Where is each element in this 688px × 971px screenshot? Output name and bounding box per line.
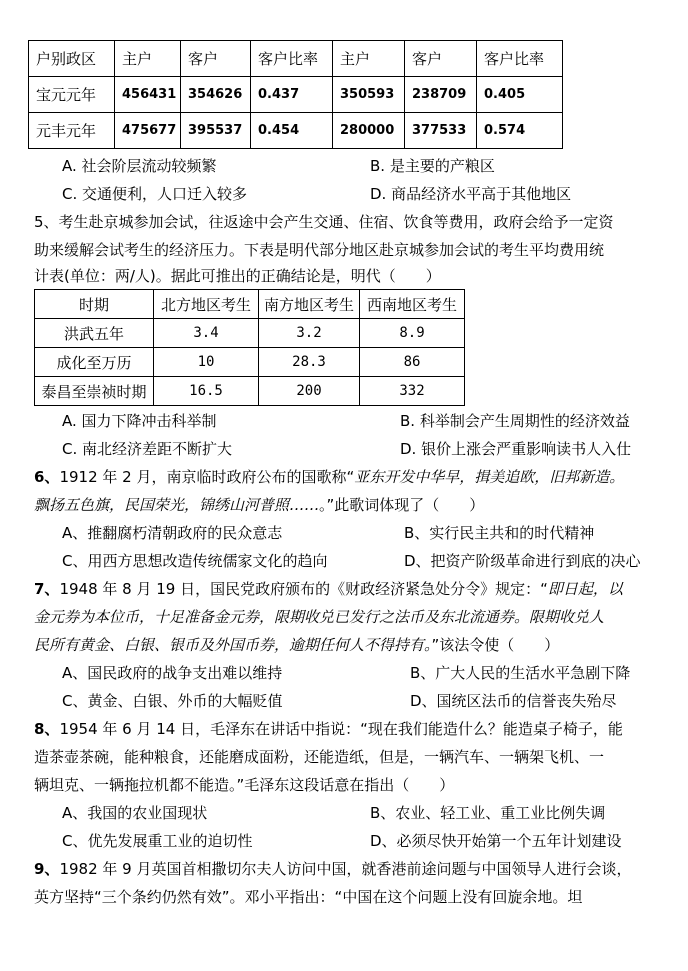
q7-option-a: A、国民政府的战争支出难以维持 [62,664,283,682]
table-cell: 3.2 [259,319,360,348]
header-cell: 主户 [115,41,181,77]
q4-option-a: A. 社会阶层流动较频繁 [62,157,217,175]
header-cell: 时期 [35,290,154,319]
table-cell: 86 [360,348,465,377]
q9-stem: 英方坚持“三个条约仍然有效”。邓小平指出：“中国在这个问题上没有回旋余地。坦 [34,888,583,906]
table-header-row [29,41,563,77]
table-cell: 475677 [115,113,181,149]
table-cell: 3.4 [154,319,259,348]
q8-number: 8、 [34,720,60,738]
q4-option-b: B. 是主要的产粮区 [370,157,495,175]
q8-stem-line [34,775,454,795]
household-table [28,40,563,149]
exam-cost-table [34,289,465,406]
q7-option-c: C、黄金、白银、外币的大幅贬值 [62,692,283,710]
q5-option-d: D. 银价上涨会严重影响读书人入仕 [400,440,632,458]
header-cell: 户别政区 [29,41,115,77]
table-cell: 洪武五年 [35,319,154,348]
table-cell: 0.454 [251,113,333,149]
q7-decree-quote: 即日起，以 [547,580,623,598]
table-header-row [35,290,465,319]
table-cell: 354626 [181,77,251,113]
table-cell: 泰昌至崇祯时期 [35,377,154,406]
header-cell: 南方地区考生 [259,290,360,319]
q4-option-d: D. 商品经济水平高于其他地区 [370,185,572,203]
q8-stem-line [34,747,604,767]
q6-stem-line [34,467,624,487]
q6-anthem-quote: 飘扬五色旗，民国荣光，锦绣山河普照…… [34,496,320,514]
table-row [35,319,465,348]
table-cell: 456431 [115,77,181,113]
q5-option-a: A. 国力下降冲击科举制 [62,412,217,430]
header-cell: 客户 [405,41,477,77]
table-cell: 8.9 [360,319,465,348]
q8-option-d: D、必须尽快开始第一个五年计划建设 [370,832,622,850]
table-cell: 成化至万历 [35,348,154,377]
q5-stem: 计表(单位：两/人)。据此可推出的正确结论是，明代（ ） [34,267,441,285]
q6-option-c: C、用西方思想改造传统儒家文化的趋向 [62,552,328,570]
q5-stem-line [34,240,604,260]
q9-number: 9、 [34,860,60,878]
header-cell: 主户 [333,41,405,77]
table-cell: 元丰元年 [29,113,115,149]
q6-stem: 。”此歌词体现了（ ） [319,496,485,514]
q6-anthem-quote: 亚东开发中华早，揖美追欧，旧邦新造。 [354,468,625,486]
q7-decree-quote: 金元券为本位币，十足准备金元券，限期收兑已发行之法币及东北流通券。限期收兑人 [34,608,605,626]
q5-stem: 助来缓解会试考生的经济压力。下表是明代部分地区赴京城参加会试的考生平均费用统 [34,241,605,259]
table-cell: 280000 [333,113,405,149]
q4-option-c: C. 交通便利，人口迁入较多 [62,185,248,203]
table-cell: 350593 [333,77,405,113]
q5-stem-line [34,212,614,232]
q8-option-c: C、优先发展重工业的迫切性 [62,832,253,850]
q7-number: 7、 [34,580,60,598]
table-row [29,77,563,113]
q8-stem: 造茶壶茶碗，能种粮食，还能磨成面粉，还能造纸，但是，一辆汽车、一辆架飞机、一 [34,748,605,766]
q5-stem: 5、考生赴京城参加会试，往返途中会产生交通、住宿、饮食等费用，政府会给予一定资 [34,213,614,231]
header-cell: 北方地区考生 [154,290,259,319]
table-cell: 0.405 [477,77,563,113]
q6-option-d: D、把资产阶级革命进行到底的决心 [404,552,641,570]
table-row [35,377,465,406]
q7-stem-line [34,607,604,627]
header-cell: 西南地区考生 [360,290,465,319]
table-row [35,348,465,377]
table-cell: 200 [259,377,360,406]
q6-stem-line [34,495,484,515]
q7-decree-quote: 民所有黄金、白银、银币及外国币券，逾期任何人不得持有。 [34,636,432,654]
table-cell: 0.437 [251,77,333,113]
q8-stem: 1954 年 6 月 14 日，毛泽东在讲话中指说：“现在我们能造什么？能造桌子椅子，能 [59,720,623,738]
table-cell: 宝元元年 [29,77,115,113]
table-row [29,113,563,149]
q7-stem-line [34,579,623,599]
table-cell: 28.3 [259,348,360,377]
q7-option-b: B、广大人民的生活水平急剧下降 [410,664,631,682]
q9-stem-line [34,887,582,907]
q8-option-b: B、农业、轻工业、重工业比例失调 [370,804,606,822]
table-cell: 395537 [181,113,251,149]
q5-option-c: C. 南北经济差距不断扩大 [62,440,233,458]
q6-option-a: A、推翻腐朽清朝政府的民众意志 [62,524,283,542]
q5-stem-line [34,266,441,286]
q6-stem: 1912 年 2 月，南京临时政府公布的国歌称“ [59,468,355,486]
table-cell: 238709 [405,77,477,113]
q7-option-d: D、国统区法币的信誉丧失殆尽 [410,692,617,710]
header-cell: 客户比率 [251,41,333,77]
table-cell: 332 [360,377,465,406]
q6-option-b: B、实行民主共和的时代精神 [404,524,595,542]
q8-stem: 辆坦克、一辆拖拉机都不能造。”毛泽东这段话意在指出（ ） [34,776,455,794]
q9-stem: 1982 年 9 月英国首相撒切尔夫人访问中国，就香港前途问题与中国领导人进行会谈， [59,860,632,878]
q7-stem: ”该法令使（ ） [431,636,560,654]
q8-stem-line [34,719,623,739]
table-cell: 0.574 [477,113,563,149]
header-cell: 客户 [181,41,251,77]
table-cell: 377533 [405,113,477,149]
q7-stem: 1948 年 8 月 19 日，国民党政府颁布的《财政经济紧急处分令》规定：“ [59,580,548,598]
q5-option-b: B. 科举制会产生周期性的经济效益 [400,412,630,430]
q9-stem-line [34,859,631,879]
q8-option-a: A、我国的农业国现状 [62,804,208,822]
table-cell: 10 [154,348,259,377]
q7-stem-line [34,635,559,655]
table-cell: 16.5 [154,377,259,406]
header-cell: 客户比率 [477,41,563,77]
q6-number: 6、 [34,468,60,486]
